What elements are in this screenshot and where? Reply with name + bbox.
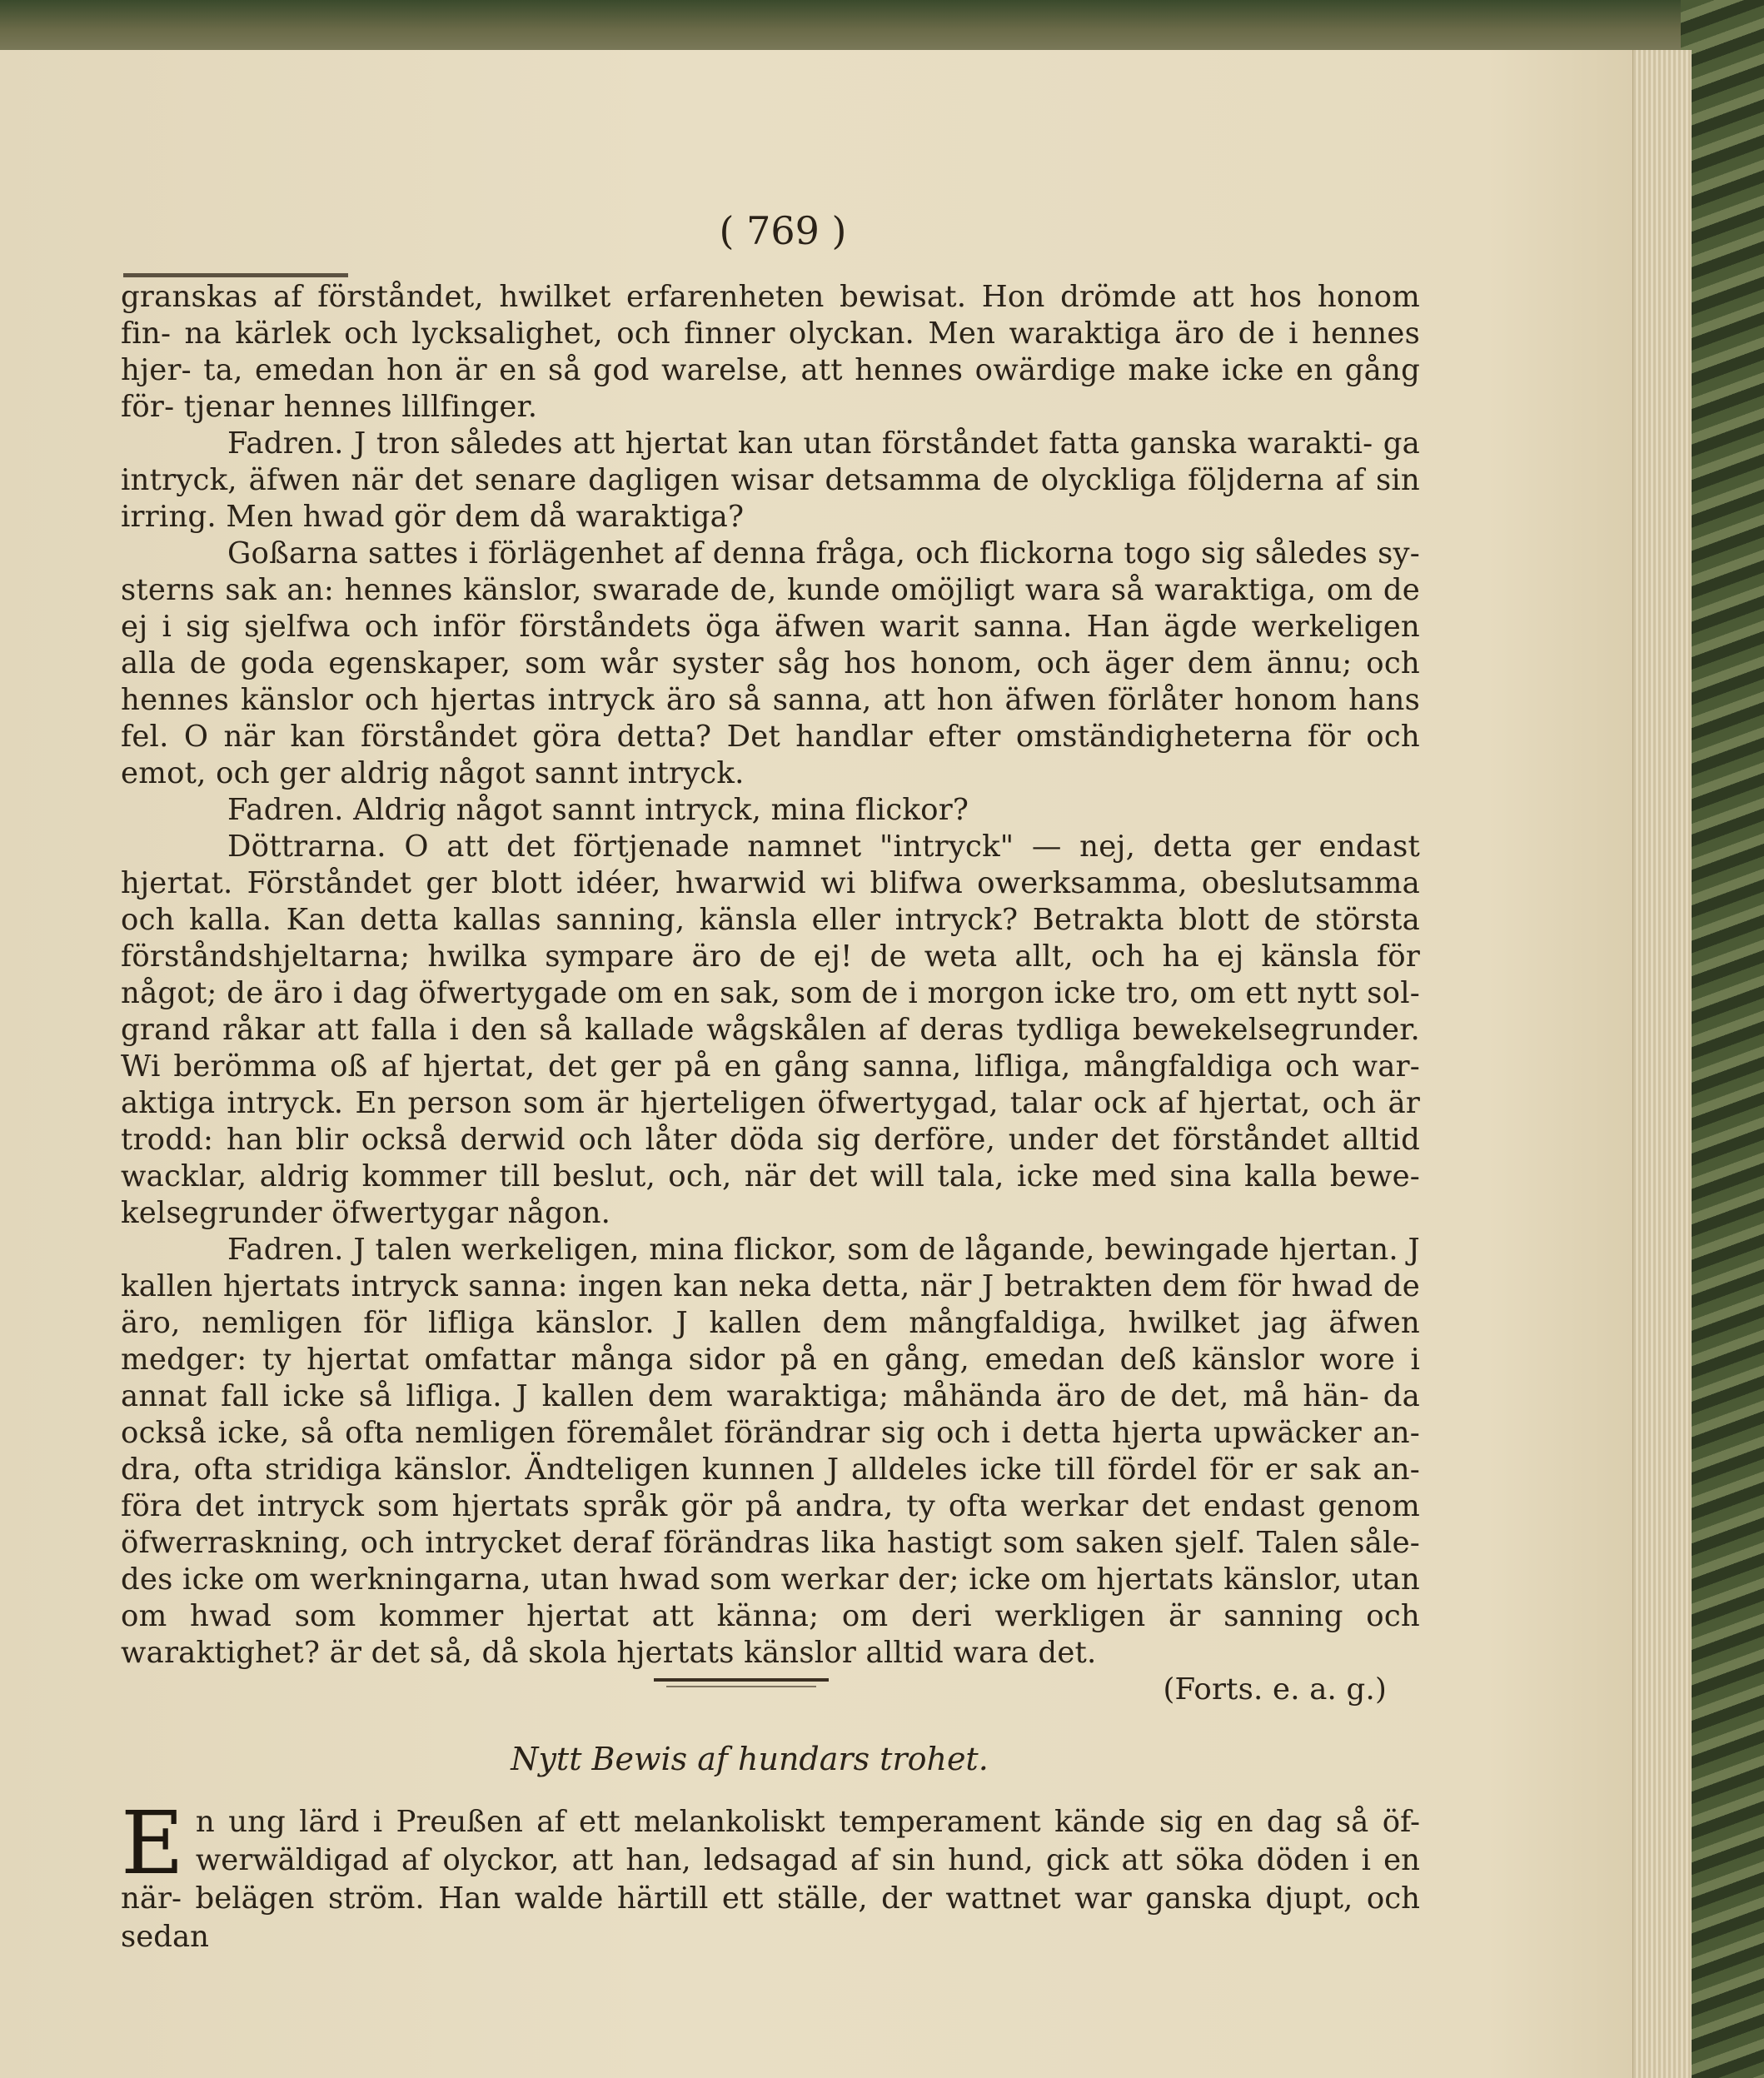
paragraph: Goßarna sattes i förlägenhet af denna fråga, och flickorna togo sig således sy- sterns sak an: hennes känslor, swarade de, kunde omöjligt wara så waraktiga, om de ej i sig sjelfwa och inför förståndets öga äfwen warit sanna. Han ägde werkeligen alla de goda egenskaper, som wår syster såg hos honom, och äger dem ännu; och hennes känslor och hjertas intryck äro så sanna, att hon äfwen förlåter honom hans fel. O när kan förståndet göra detta? Det handlar efter omständigheterna för och emot, och ger aldrig något sannt intryck. <box>121 536 1420 790</box>
paragraph: Fadren. Aldrig något sannt intryck, mina flickor? <box>227 793 969 827</box>
article-title: Nytt Bewis af hundars trohet. <box>511 1741 989 1777</box>
book-cover-spine <box>1681 0 1764 2078</box>
page-edges <box>1632 50 1692 2078</box>
page-number: ( 769 ) <box>719 208 847 253</box>
paragraph: Döttrarna. O att det förtjenade namnet "intryck" — nej, detta ger endast hjertat. Förståndet ger blott idéer, hwarwid wi blifwa owerksamma, obeslutsamma och kalla. Kan detta kallas sanning, känsla eller intryck? Betrakta blott de största förståndshjeltarna; hwilka sympare äro de ej! de weta allt, och ha ej känsla för något; de äro i dag öfwertygade om en sak, som de i morgon icke tro, om ett nytt sol- grand råkar att falla i den så kallade wågskålen af deras tydliga bewekelsegrunder. Wi berömma oß af hjertat, det ger på en gång sanna, lifliga, mångfaldiga och war- aktiga intryck. En person som är hjerteligen öfwertygad, talar ock af hjertat, och är trodd: han blir också derwid och låter döda sig derföre, under det förståndet alltid wacklar, aldrig kommer till beslut, och, när det will tala, icke med sina kalla bewe- kelsegrunder öfwertygar någon. <box>121 830 1420 1230</box>
main-text <box>121 279 1420 1708</box>
paragraph: granskas af förståndet, hwilket erfarenheten bewisat. Hon drömde att hos honom fin- na kärlek och lycksalighet, och finner olyckan. Men waraktiga äro de i hennes hjer- ta, emedan hon är en så god warelse, att hennes owärdige make icke en gång för- tjenar hennes lillfinger. <box>121 280 1420 424</box>
section-separator-thin <box>666 1686 816 1687</box>
drop-cap: E <box>121 1792 184 1894</box>
paragraph: Fadren. J tron således att hjertat kan utan förståndet fatta ganska warakti- ga intryck, äfwen när det senare dagligen wisar detsamma de olyckliga följderna af sin irring. Men hwad gör dem då waraktiga? <box>121 426 1420 534</box>
paragraph: Fadren. J talen werkeligen, mina flickor, som de lågande, bewingade hjertan. J kallen hjertats intryck sanna: ingen kan neka detta, när J betrakten dem för hwad de äro, nemligen för lifliga känslor. J kallen dem mångfaldiga, hwilket jag äfwen medger: ty hjertat omfattar många sidor på en gång, emedan deß känslor wore i annat fall icke så lifliga. J kallen dem waraktiga; måhända äro de det, må hän- da också icke, så ofta nemligen föremålet förändrar sig och i detta hjerta upwäcker an- dra, ofta stridiga känslor. Ändteligen kunnen J alldeles icke till fördel för er sak an- föra det intryck som hjertats språk gör på andra, ty ofta werkar det endast genom öfwerraskning, och intrycket deraf förändras lika hastigt som saken sjelf. Talen såle- des icke om werkningarna, utan hwad som werkar der; icke om hjertats känslor, utan om hwad som kommer hjertat att känna; om deri werkligen är sanning och waraktighet? är det så, då skola hjertats känslor alltid wara det. <box>121 1233 1420 1670</box>
article-text: n ung lärd i Preußen af ett melankoliskt temperament kände sig en dag så öf- werwäldigad af olyckor, att han, ledsagad af sin hund, gick att söka döden i en när- belägen ström. Han walde härtill ett ställe, der wattnet war ganska djupt, och sedan <box>121 1805 1420 1954</box>
section-separator <box>654 1678 829 1682</box>
continuation-note: (Forts. e. a. g.) <box>1163 1672 1387 1707</box>
article-body <box>121 1792 1420 1956</box>
header-rule <box>123 273 348 277</box>
